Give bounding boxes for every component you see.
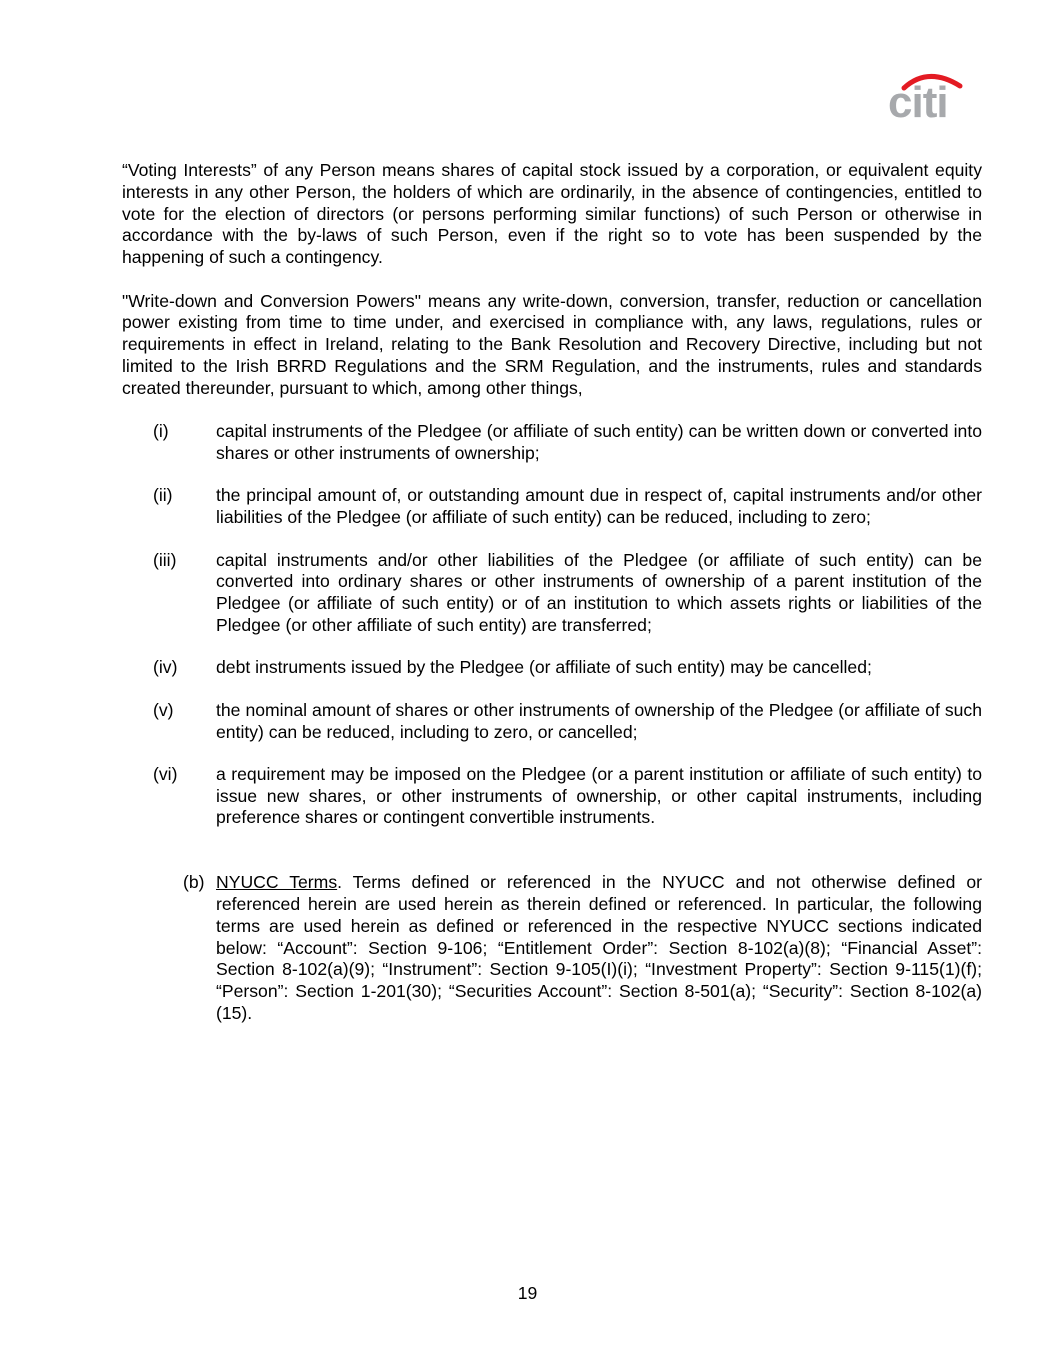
list-item-number: (i) [153, 421, 169, 442]
list-item-number: (iii) [153, 549, 177, 570]
list-item-number: (ii) [153, 485, 173, 506]
voting-interests-paragraph: “Voting Interests” of any Person means shares of capital stock issued by a corporation, or equivalent equity interests in any other Person, the holders of which are ordinarily, in the absence of contingencies, entitled to vote for the election of directors (or persons performing similar functions) of such Person or otherwise in accordance with the by-laws of such Person, even if the right so to vote has been suspended by the happening of such a contingency. [122, 160, 982, 268]
list-item-number: (iv) [153, 657, 178, 678]
document-body [122, 160, 982, 1025]
svg-text:citi: citi [888, 78, 948, 126]
list-item-text: capital instruments of the Pledgee (or affiliate of such entity) can be written down or converted into shares or other instruments of ownership; [216, 421, 982, 463]
list-item [122, 421, 982, 465]
list-item [122, 550, 982, 637]
list-item [122, 485, 982, 529]
list-item [122, 764, 982, 829]
section-b-heading: NYUCC Terms [216, 872, 338, 893]
write-down-paragraph: "Write-down and Conversion Powers" means any write-down, conversion, transfer, reduction or cancellation power existing from time to time under, and exercised in compliance with, any laws, regulations, rules or requirements in effect in Ireland, relating to the Bank Resolution and Recovery Directive, including but not limited to the Irish BRRD Regulations and the SRM Regulation, and the instruments, rules and standards created thereunder, pursuant to which, among other things, [122, 290, 982, 398]
list-item-text: the nominal amount of shares or other instruments of ownership of the Pledgee (or affiliate of such entity) can be reduced, including to zero, or cancelled; [216, 699, 982, 742]
section-b-body: . Terms defined or referenced in the NYUCC and not otherwise defined or referenced herein are used herein as therein defined or referenced. In particular, the following terms are used herein as defined or referenced in the respective NYUCC sections indicated below: “Account”: Section 9-106; “Entitlement Order”: Section 8-102(a)(8); “Financial Asset”: Section 8-102(a)(9); “Instrument”: Section 9-105(I)(i); “Investment Property”: Section 9-115(1)(f); “Person”: Section 1-201(30); “Securities Account”: Section 8-501(a); “Security”: Section 8-102(a)(15). [216, 872, 983, 1024]
list-item-text: capital instruments and/or other liabilities of the Pledgee (or affiliate of such entity) can be converted into ordinary shares or other instruments of ownership of a parent institution of the Pledgee (or affiliate of such entity) or of an institution to which assets rights or liabilities of the Pledgee (or other affiliate of such entity) are transferred; [216, 549, 982, 635]
list-item-number: (vi) [153, 763, 178, 784]
list-item-text: a requirement may be imposed on the Pledgee (or a parent institution or affiliate of such entity) to issue new shares, or other instruments of ownership, or other capital instruments, including preference shares or contingent convertible instruments. [216, 763, 982, 828]
powers-list [122, 421, 982, 829]
list-item-text: debt instruments issued by the Pledgee (or affiliate of such entity) may be cancelled; [216, 657, 872, 678]
list-item-number: (v) [153, 699, 174, 720]
citi-logo [884, 66, 964, 126]
page-number: 19 [517, 1283, 538, 1303]
section-b-text [216, 872, 982, 1025]
list-item [122, 657, 982, 679]
section-b [122, 872, 982, 1025]
citi-logo-icon [884, 66, 964, 126]
section-b-number: (b) [183, 872, 205, 893]
list-item-text: the principal amount of, or outstanding amount due in respect of, capital instruments and/or other liabilities of the Pledgee (or affiliate of such entity) can be reduced, including to zero; [216, 485, 982, 528]
list-item [122, 700, 982, 744]
